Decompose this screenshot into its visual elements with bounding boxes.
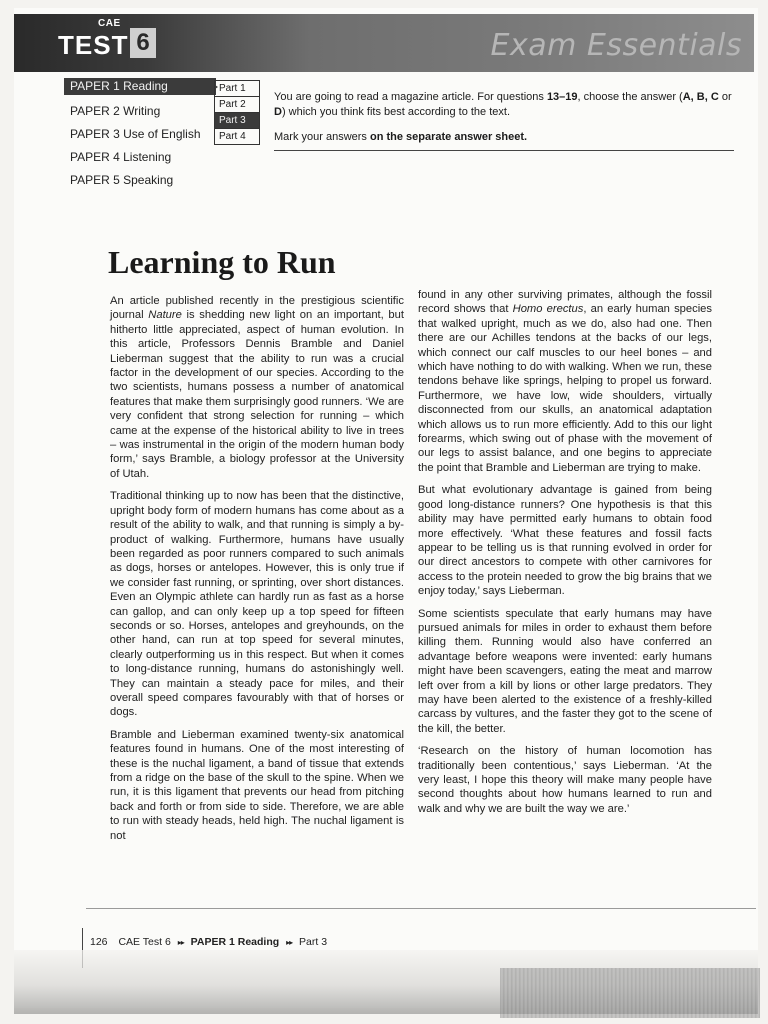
part-1[interactable]: Part 1	[215, 81, 259, 97]
test-number: 6	[130, 28, 156, 58]
instructions	[274, 90, 734, 155]
paragraph-5: But what evolutionary advantage is gained from being good long-distance runners? One hypothesis is that this ability may have permitted early humans to obtain food more effectively. ‘What these features and fossil facts appear to be telling us is that running evolved in order for our direct ancestors to compete with other carnivores for access to the protein needed to grow the big brains that we enjoy today,’ says Lieberman.	[418, 484, 712, 598]
paper-1-reading[interactable]: PAPER 1 Reading	[64, 78, 216, 95]
part-3[interactable]: Part 3	[215, 113, 259, 129]
document-page	[14, 8, 758, 1008]
paragraph-6: Some scientists speculate that early humans may have pursued animals for miles in order to exhaust them before killing them. Running would also have conferred an advantage before weapons were invented: early humans might have been scavengers, eating the meat and marrow left over from a kill by lions or other large predators. They may have been alerted to the existence of a freshly-killed carcass by vultures, and the faster they got to the scene of the kill, the better.	[418, 607, 712, 735]
paragraph-4: found in any other surviving primates, although the fossil record shows that Homo erectus, an early human species that walked upright, much as we do, also had one. Then there are our Achilles tendons at the backs of our legs, which connect our calf muscles to our heel bones – and which have nothing to do with walking. When we run, these tendons behave like springs, helping to propel us forward. Furthermore, we have low, wide shoulders, virtually disconnected from our skulls, an anatomical adaptation which allows us to run more efficiently. Add to this our light forearms, which swing out of phase with the movement of our legs to assist balance, and one begins to appreciate the point that Bramble and Lieberman are trying to make.	[418, 289, 712, 474]
paragraph-7: ‘Research on the history of human locomotion has traditionally been contentious,’ says Lieberman. ‘At the very least, I hope this theory will make many people have second thoughts about how humans learned to run and walk and why we are built the way we are.’	[418, 745, 712, 815]
instruction-questions: You are going to read a magazine article. For questions 13–19, choose the answer (A, B, C or D) which you think fits best according to the text.	[274, 91, 732, 118]
test-badge	[58, 16, 166, 72]
footer-section: Reading	[237, 936, 280, 948]
footer-paper: PAPER 1	[190, 936, 235, 948]
footer-part: Part 3	[299, 936, 328, 948]
paper-4-listening[interactable]: PAPER 4 Listening	[70, 150, 172, 164]
article-title: Learning to Run	[108, 244, 336, 280]
part-4[interactable]: Part 4	[219, 131, 246, 142]
exam-essentials-banner: Exam Essentials	[490, 28, 742, 63]
header-bar	[14, 14, 754, 72]
paper-3-use-of-english[interactable]: PAPER 3 Use of English	[70, 127, 201, 141]
instruction-answer-sheet: Mark your answers on the separate answer sheet.	[274, 131, 528, 143]
cae-label: CAE	[98, 18, 121, 29]
article-column-right	[418, 288, 712, 824]
chevron-icon: ▸▸	[177, 938, 184, 947]
parts-nav	[214, 80, 260, 145]
test-label: TEST	[58, 30, 129, 60]
paragraph-2: Traditional thinking up to now has been that the distinctive, upright body form of modern humans has come about as a result of the ability to walk, and that running is simply a by-product of walking. Furthermore, humans have usually been regarded as poor runners compared to such animals as dogs, horses or antelopes. However, this is only true if we consider fast running, or sprinting, over short distances. Even an Olympic athlete can hardly run as fast as a horse can gallop, and can only keep up a top speed for fifteen seconds or so. Horses, antelopes and greyhounds, on the other hand, can run at top speed for several minutes, clearly outperforming us in this respect. But when it comes to long-distance running, humans do astonishingly well. They can maintain a steady pace for miles, and their overall speed compares favourably with that of horses or dogs.	[110, 490, 404, 719]
page-number: 126	[90, 936, 108, 948]
paragraph-1: An article published recently in the prestigious scientific journal Nature is shedding new light on an important, but hitherto little appreciated, aspect of human evolution. In this article, Professors Dennis Bramble and Daniel Lieberman suggest that the ability to run was a crucial factor in the development of our species. According to the two scientists, humans possess a number of anatomical features that make them surprisingly good runners. ‘We are very confident that strong selection for running – which came at the expense of the historical ability to live in trees – was instrumental in the origin of the modern human body form,’ says Bramble, a biology professor at the University of Utah.	[110, 295, 404, 480]
part-2[interactable]: Part 2	[215, 97, 259, 113]
papers-nav	[64, 78, 214, 193]
page-footer	[90, 936, 327, 948]
paper-2-writing[interactable]: PAPER 2 Writing	[70, 104, 161, 118]
article-column-left	[110, 294, 404, 851]
instructions-divider	[274, 150, 734, 151]
paper-5-speaking[interactable]: PAPER 5 Speaking	[70, 173, 174, 187]
footer-divider	[86, 908, 756, 909]
chevron-icon: ▸▸	[286, 938, 293, 947]
footer-test: CAE Test 6	[118, 936, 171, 948]
scan-noise	[500, 968, 760, 1018]
paragraph-3: Bramble and Lieberman examined twenty-six anatomical features found in humans. One of the most interesting of these is the nuchal ligament, a band of tissue that extends from a ridge on the base of the skull to the spine. When we run, it is this ligament that prevents our head from pitching back and forth or from side to side. Therefore, we are able to run with steady heads, held high. The nuchal ligament is not	[110, 728, 404, 842]
